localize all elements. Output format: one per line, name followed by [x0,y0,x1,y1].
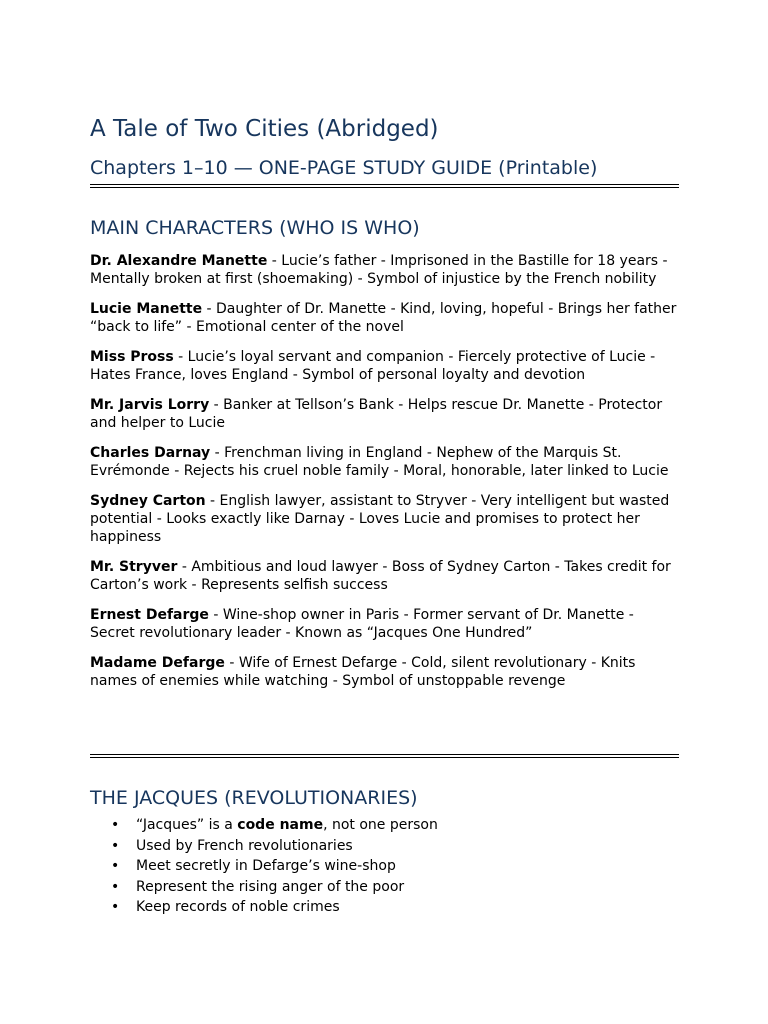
character-description: - Daughter of Dr. Manette - Kind, loving, hopeful - Brings her father “back to life” - Emotional center of the novel [90,301,677,335]
character-name: Mr. Jarvis Lorry [90,397,210,413]
bullet-text: Represent the rising anger of the poor [136,878,405,895]
list-item [90,856,679,877]
bullet-icon: • [111,899,120,915]
bullet-text-before: “Jacques” is a [136,817,238,833]
list-item [90,815,679,836]
character-description: - Wine-shop owner in Paris - Former servant of Dr. Manette - Secret revolutionary leader - Known as “Jacques One Hundred” [90,607,634,641]
character-name: Madame Defarge [90,655,225,671]
character-name: Lucie Manette [90,301,203,317]
character-name: Dr. Alexandre Manette [90,253,268,269]
bullet-text: Used by French revolutionaries [136,837,353,854]
list-item [90,877,679,898]
bullet-text-after: , not one person [323,817,438,833]
bullet-icon: • [111,858,120,874]
character-entry [90,492,679,546]
jacques-bullet-list [90,815,679,918]
character-name: Ernest Defarge [90,607,209,623]
character-entry [90,606,679,642]
character-name: Sydney Carton [90,493,206,509]
character-entry [90,558,679,594]
main-characters-heading: MAIN CHARACTERS (WHO IS WHO) [90,217,420,239]
bullet-icon: • [111,817,120,833]
character-entry [90,348,679,384]
bullet-icon: • [111,878,120,895]
bullet-text: Meet secretly in Defarge’s wine-shop [136,858,396,874]
character-description: - Frenchman living in England - Nephew of the Marquis St. Evrémonde - Rejects his cruel noble family - Moral, honorable, later linked to Lucie [90,445,669,479]
character-entry [90,444,679,480]
character-name: Miss Pross [90,349,174,365]
document-title: A Tale of Two Cities (Abridged) [90,116,439,142]
character-entry [90,654,679,690]
bullet-text: Keep records of noble crimes [136,899,340,915]
character-description: - Ambitious and loud lawyer - Boss of Sydney Carton - Takes credit for Carton’s work - Represents selfish success [90,559,671,593]
character-description: - Lucie’s father - Imprisoned in the Bastille for 18 years - Mentally broken at first (shoemaking) - Symbol of injustice by the French nobility [90,253,668,287]
jacques-heading: THE JACQUES (REVOLUTIONARIES) [90,787,418,809]
list-item [90,897,679,918]
character-description: - Lucie’s loyal servant and companion - Fiercely protective of Lucie - Hates France, loves England - Symbol of personal loyalty and devotion [90,349,656,383]
character-entry [90,252,679,288]
character-description: - Wife of Ernest Defarge - Cold, silent revolutionary - Knits names of enemies while watching - Symbol of unstoppable revenge [90,655,636,689]
section-divider [90,754,679,758]
bullet-icon: • [111,837,120,854]
character-name: Charles Darnay [90,445,211,461]
character-entry [90,396,679,432]
list-item [90,836,679,857]
character-description: - Banker at Tellson’s Bank - Helps rescue Dr. Manette - Protector and helper to Lucie [90,397,663,431]
character-list [90,252,679,702]
character-name: Mr. Stryver [90,559,178,575]
section-divider [90,184,679,188]
character-description: - English lawyer, assistant to Stryver - Very intelligent but wasted potential - Looks exactly like Darnay - Loves Lucie and promises to protect her happiness [90,493,670,545]
character-entry [90,300,679,336]
document-subtitle: Chapters 1–10 — ONE-PAGE STUDY GUIDE (Printable) [90,157,598,179]
bullet-text-bold: code name [237,817,324,833]
